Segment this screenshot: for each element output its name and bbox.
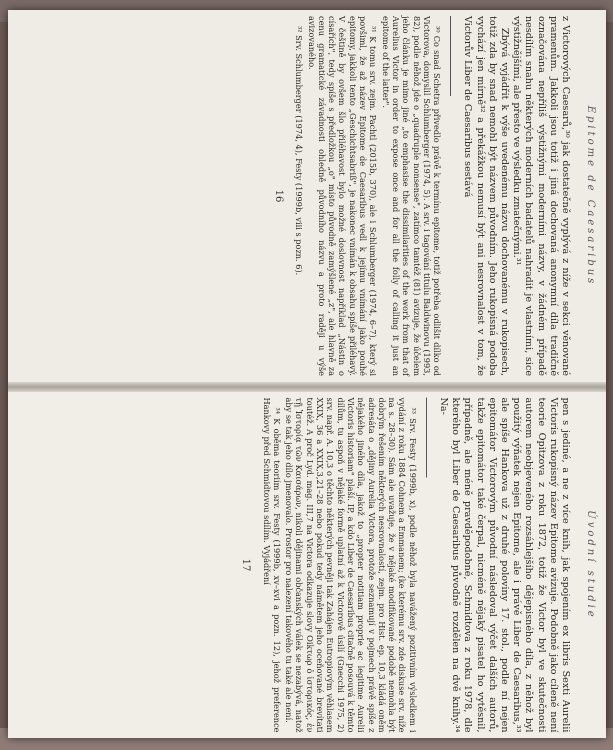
footnote: ³⁰ Co snad Schetra přivedlo právě k termínu epitome, totiž potřeba odlišit dílko od Victorova, domyslil Schlumberger (1974, 5). A srv. i tagování titulu Baldwinovu (1993, 82), podle něhož jde o „quadruple nonsense", zatímco tamtéž (81) avizuje, že účelem jeho článku je mimo jiné „to emphasise the dissimilarities of the work from that of Aurelius Victor in order to expose once and for all the folly of calling it just an epitome of the latter". [380, 16, 443, 376]
open-book [8, 10, 606, 738]
footnotes [294, 16, 442, 376]
page-number: 17 [240, 558, 252, 572]
body-text [437, 398, 571, 733]
footnote-rule [450, 16, 451, 96]
book-gutter [8, 382, 606, 392]
footnotes [261, 398, 417, 733]
page-number: 16 [273, 189, 285, 203]
footnote: ³³ Srv. Festy (1999b, x), podle něhož byla navážený pozitivním výsledkem i vydání z roku 1884 Cohnem a Emmanem; (ke kterému srv. zde diskuse srv. níže na s. 28–30). Sám ale uvažuje, že v nějaké modifikované podobě nemohla být dobrým řešením některých nesrovnalostí, zejm. pro Hist. ep. 10,3 kládá oněm adresáta o „dějiny Aurelia Victora, protože seznamují v pojmech právě spíše z nějakého jiného díla, jakož to „propter notitiam proprie ac legitime Aurelii Victoris historiam" plaší. IP, a kdo Liber de Caesaribus citačně posouvá k těmto dílům, tu aspoň v nějaké formě uplatní až k Victorově úsilí (Gnecchi 1975, 2) srv. např. A. 10,3 o těchto některých pevněji tak Zahájen Eutropiovým věhlasem XXIX, 36 a XXIX,3,21–28 nebo pokud tedy námětem jeho oceňované brevítati toutéž. A proč Lyd. mag. III,7 na Victora odkazuje slovy Oikτωρ ὁ ἱστορικός, ἐν τῇ Ἱστορίᾳ τῶν Καισάρων, nikoli dějinami občanských válek se nezabývá, natož aby se tak jeho dílo jmenovalo. Prostor pro nalezení takového tu také ale není. [284, 397, 418, 733]
right-page-content [12, 398, 602, 733]
footnote: ³² Srv. Schlumberger (1974, 4), Festy (1999b, viii s pozn. 6). [294, 26, 305, 276]
running-head: Epitome de Caesaribus [585, 105, 596, 287]
paragraph: pen s jediné, a ne z více knih, jak spojením ex libris Sexti Aurelii Victoris rukopisný název Epitome avizuje. Podobně jako cíleně není teorie Opitzova z roku 1872, totiž že Victor byl ve skutečnosti autorem neobjeveného rozsáhlejšího dějepisného díla, z něhož byl použitý výňatek nejen Epitome, ale i právě Liber de Caesaribus,³³ ale spíše Hankova už z druhé poloviny 17. stol., podle ní nejen epitomátor Victorovým původní následoval výčet dalších autorů, takže epitomátor také čerpal, nicméně nějaký pisatel ho vytěsnil, případně, ale méně pravděpodobně, Schmidtova z roku 1978, dle kterého byl Liber de Caesaribus původně rozdělen na dvě knihy.³⁴ Na- [437, 397, 571, 733]
footnote: ³¹ K tomu srv. zejm. Pachtl (2015b, 370), ale i Schlumberger (1974, 6–7), který si povšiml, že až název Epitome de Caesaribus vedl k jejímu vnímání jako pouhé epitomy, jakkoli tento „Geschichtsabriß", je nakonec vnímán k obsahu spíše přiléhavý. V češtině by ovšem šlo přiléhavost bylo možné doslovnost například „Nástin o císařích", tedy spíše s předložkou „o" místo původně zamýšlené „z", ale hlavně za cenu gramatické závadnosti ohledně původního názvu a proto raději u výše avizovaného. [306, 16, 379, 376]
body-text [461, 16, 571, 376]
footnote: ³⁴ K oběma teoriím srv. Festy (1999b, xv–xvi a pozn. 12), jehož preference Hankovy před Schmidtovou sdílím. Vyjádření [261, 397, 282, 733]
running-head: Úvodní studie [585, 510, 596, 620]
paragraph: z Victorových Caesarů,³⁰ jak dostatečně vyplývá z níže v sekci věnované pramenům. Jakkoli jsou totiž i jiná dochovaná anonymní díla tradičně označována nepříliš výstižnými moderními názvy, v žádném případě nesdílím snahu některých moderních badatelů nahradit je vlastními, sice výstižnějšími, ale přesto ve výsledku zmatečnými.³¹ [511, 16, 571, 376]
left-page [8, 10, 606, 382]
left-page-content [12, 16, 602, 376]
paragraph: Zbývá vyjádřit k výše uvedenému názvu dochovanému v rukopisech, totiž zda by snad nemohl být názvem původním. Jeho rukopisná podoba vychází jen mírně³² a překážkou nemusí být ani nesrovnalost v tom, že Victorův Liber de Caesaribus sestává [462, 16, 510, 376]
footnote-rule [426, 398, 427, 478]
right-page [8, 392, 606, 738]
